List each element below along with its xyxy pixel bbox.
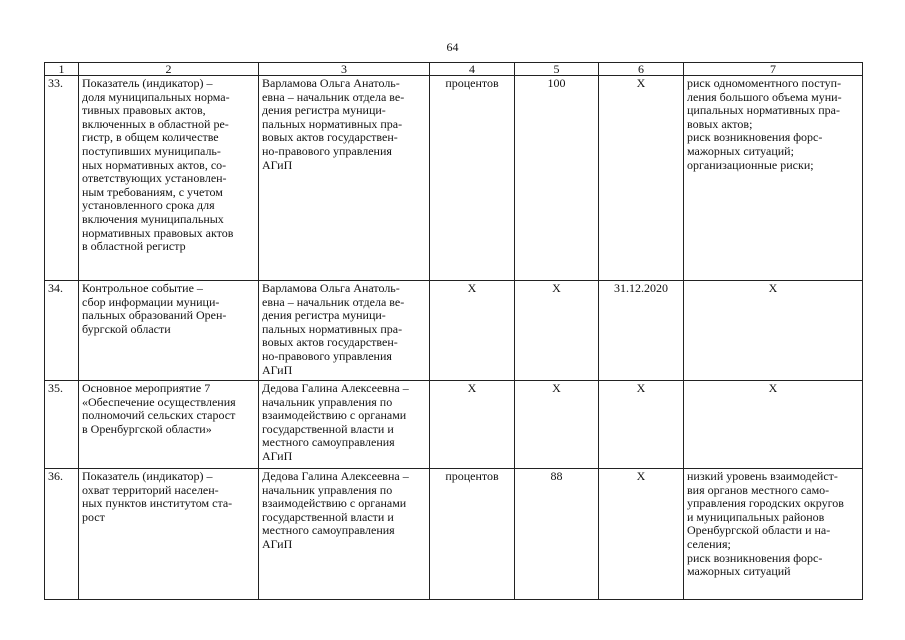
indicator-cell: [79, 281, 259, 381]
date-cell: 31.12.2020: [599, 281, 684, 381]
risks-cell: Х: [684, 381, 863, 469]
responsible-text: Варламова Ольга Анатоль- евна – начальник отдела ве- дения регистра муници- пальных нормативных пра- вовых актов государствен- но-правового управления АГиП: [262, 76, 405, 172]
row-number: 36.: [45, 469, 79, 600]
table-row: [45, 281, 863, 381]
unit-cell: процентов: [430, 469, 515, 600]
row-number: 34.: [45, 281, 79, 381]
responsible-text: Дедова Галина Алексеевна – начальник управления по взаимодействию с органами государственной власти и местного самоуправления АГиП: [262, 469, 409, 551]
unit-cell: процентов: [430, 76, 515, 281]
risks-text: низкий уровень взаимодейст- вия органов местного само- управления городских округов и муниципальных районов Оренбургской области и на- селения; риск возникновения форс- мажорных ситуаций: [687, 469, 844, 579]
column-header: 4: [430, 63, 515, 76]
date-cell: Х: [599, 76, 684, 281]
unit-cell: Х: [430, 281, 515, 381]
column-header: 6: [599, 63, 684, 76]
responsible-cell: [259, 469, 430, 600]
column-number-row: [45, 63, 863, 76]
page-number: 64: [446, 40, 459, 54]
responsible-text: Варламова Ольга Анатоль- евна – начальник отдела ве- дения регистра муници- пальных нормативных пра- вовых актов государствен- но-правового управления АГиП: [262, 281, 405, 377]
date-cell: Х: [599, 469, 684, 600]
value-cell: 100: [515, 76, 599, 281]
indicator-cell: [79, 381, 259, 469]
indicator-cell: [79, 469, 259, 600]
value-cell: Х: [515, 381, 599, 469]
responsible-text: Дедова Галина Алексеевна – начальник управления по взаимодействию с органами государственной власти и местного самоуправления АГиП: [262, 381, 409, 463]
column-header: 1: [45, 63, 79, 76]
indicator-text: Основное мероприятие 7 «Обеспечение осуществления полномочий сельских старост в Оренбургской области»: [82, 381, 236, 436]
table-row: [45, 469, 863, 600]
row-number: 33.: [45, 76, 79, 281]
table-row: [45, 76, 863, 281]
row-number: 35.: [45, 381, 79, 469]
indicator-cell: [79, 76, 259, 281]
risks-cell: [684, 76, 863, 281]
risks-text: риск одномоментного поступ- ления большого объема муни- ципальных нормативных пра- вовых актов; риск возникновения форс- мажорных ситуаций; организационные риски;: [687, 76, 842, 172]
responsible-cell: [259, 76, 430, 281]
indicator-text: Показатель (индикатор) – охват территорий населен- ных пунктов институтом ста- рост: [82, 469, 233, 524]
unit-cell: Х: [430, 381, 515, 469]
column-header: 3: [259, 63, 430, 76]
indicator-text: Показатель (индикатор) – доля муниципальных норма- тивных правовых актов, включенных в областной ре- гистр, в общем количестве поступивших муниципаль- ных нормативных актов, со- ответствующих установлен- ным требованиям, с учетом установленного срока для включения муниципальных нормативных правовых актов в областной регистр: [82, 76, 234, 254]
column-header: 2: [79, 63, 259, 76]
indicator-text: Контрольное событие – сбор информации муници- пальных образований Орен- бургской области: [82, 281, 227, 336]
column-header: 5: [515, 63, 599, 76]
value-cell: 88: [515, 469, 599, 600]
risks-cell: [684, 469, 863, 600]
table-row: [45, 381, 863, 469]
responsible-cell: [259, 281, 430, 381]
column-header: 7: [684, 63, 863, 76]
value-cell: Х: [515, 281, 599, 381]
responsible-cell: [259, 381, 430, 469]
plan-table: [44, 62, 863, 600]
date-cell: Х: [599, 381, 684, 469]
risks-cell: Х: [684, 281, 863, 381]
